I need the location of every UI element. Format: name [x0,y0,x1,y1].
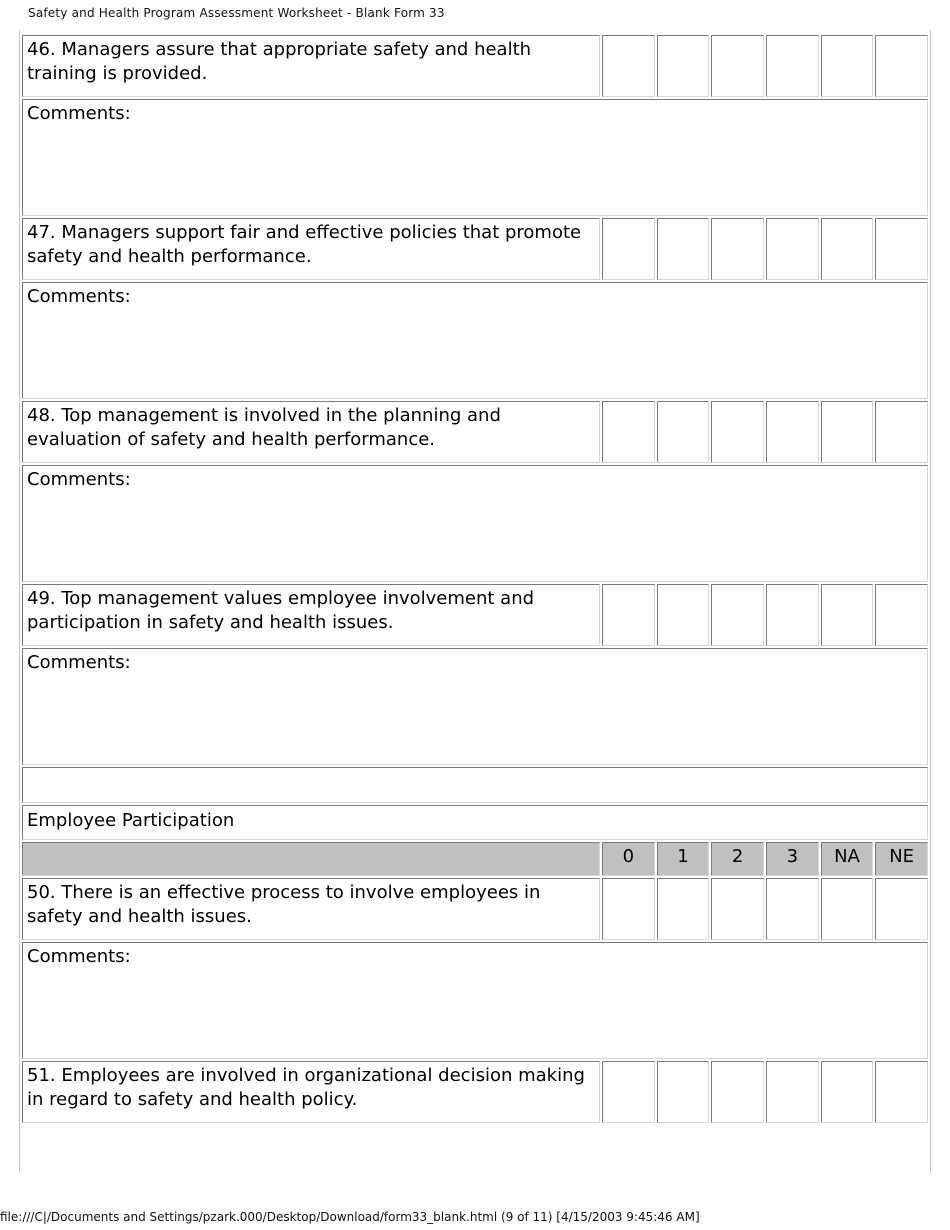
rating-cell-3[interactable] [766,584,819,646]
rating-cell-ne[interactable] [875,878,928,940]
rating-cell-1[interactable] [657,878,710,940]
comments-row-47 [22,282,928,399]
rating-cell-0[interactable] [602,1061,655,1123]
page-footer: file:///C|/Documents and Settings/pzark.000/Desktop/Download/form33_blank.html (9 of 11) [4/15/2003 9:45:46 AM] [0,1210,700,1224]
rating-cell-ne[interactable] [875,1061,928,1123]
rating-cell-3[interactable] [766,1061,819,1123]
question-row-48 [22,401,928,463]
rating-cell-3[interactable] [766,878,819,940]
rating-cell-2[interactable] [711,35,764,97]
comments-field[interactable]: Comments: [22,648,928,765]
rating-cell-ne[interactable] [875,584,928,646]
rating-header-3: 3 [766,842,819,876]
question-text: 46. Managers assure that appropriate safety and health training is provided. [22,35,600,97]
rating-header-na: NA [821,842,874,876]
rating-header-row [22,842,928,876]
rating-header-blank [22,842,600,876]
rating-header-2: 2 [711,842,764,876]
comments-field[interactable]: Comments: [22,465,928,582]
frame-right-border [930,30,931,1173]
rating-cell-ne[interactable] [875,401,928,463]
rating-cell-na[interactable] [821,218,874,280]
rating-cell-2[interactable] [711,1061,764,1123]
rating-cell-2[interactable] [711,878,764,940]
rating-cell-1[interactable] [657,584,710,646]
question-row-46 [22,35,928,97]
rating-cell-ne[interactable] [875,35,928,97]
rating-header-1: 1 [657,842,710,876]
rating-cell-na[interactable] [821,584,874,646]
comments-row-50 [22,942,928,1059]
section-title: Employee Participation [22,805,928,840]
question-row-47 [22,218,928,280]
rating-cell-0[interactable] [602,35,655,97]
rating-cell-1[interactable] [657,401,710,463]
rating-cell-3[interactable] [766,35,819,97]
comments-field[interactable]: Comments: [22,282,928,399]
question-row-49 [22,584,928,646]
comments-field[interactable]: Comments: [22,99,928,216]
question-row-50 [22,878,928,940]
assessment-table [20,33,930,1125]
rating-header-ne: NE [875,842,928,876]
rating-cell-na[interactable] [821,35,874,97]
question-text: 49. Top management values employee involvement and participation in safety and health issues. [22,584,600,646]
rating-cell-1[interactable] [657,35,710,97]
section-title-row [22,805,928,840]
question-text: 48. Top management is involved in the planning and evaluation of safety and health performance. [22,401,600,463]
rating-cell-na[interactable] [821,1061,874,1123]
spacer-row [22,767,928,803]
rating-cell-ne[interactable] [875,218,928,280]
rating-cell-na[interactable] [821,878,874,940]
comments-field[interactable]: Comments: [22,942,928,1059]
rating-cell-3[interactable] [766,401,819,463]
question-text: 47. Managers support fair and effective policies that promote safety and health performance. [22,218,600,280]
question-row-51 [22,1061,928,1123]
page-header: Safety and Health Program Assessment Worksheet - Blank Form 33 [28,6,445,20]
rating-header-0: 0 [602,842,655,876]
rating-cell-0[interactable] [602,401,655,463]
comments-row-49 [22,648,928,765]
rating-cell-0[interactable] [602,584,655,646]
rating-cell-3[interactable] [766,218,819,280]
comments-row-48 [22,465,928,582]
spacer-cell [22,767,928,803]
rating-cell-0[interactable] [602,218,655,280]
rating-cell-2[interactable] [711,218,764,280]
rating-cell-1[interactable] [657,218,710,280]
rating-cell-na[interactable] [821,401,874,463]
rating-cell-0[interactable] [602,878,655,940]
question-text: 50. There is an effective process to involve employees in safety and health issues. [22,878,600,940]
rating-cell-2[interactable] [711,401,764,463]
rating-cell-1[interactable] [657,1061,710,1123]
question-text: 51. Employees are involved in organizational decision making in regard to safety and health policy. [22,1061,600,1123]
rating-cell-2[interactable] [711,584,764,646]
comments-row-46 [22,99,928,216]
